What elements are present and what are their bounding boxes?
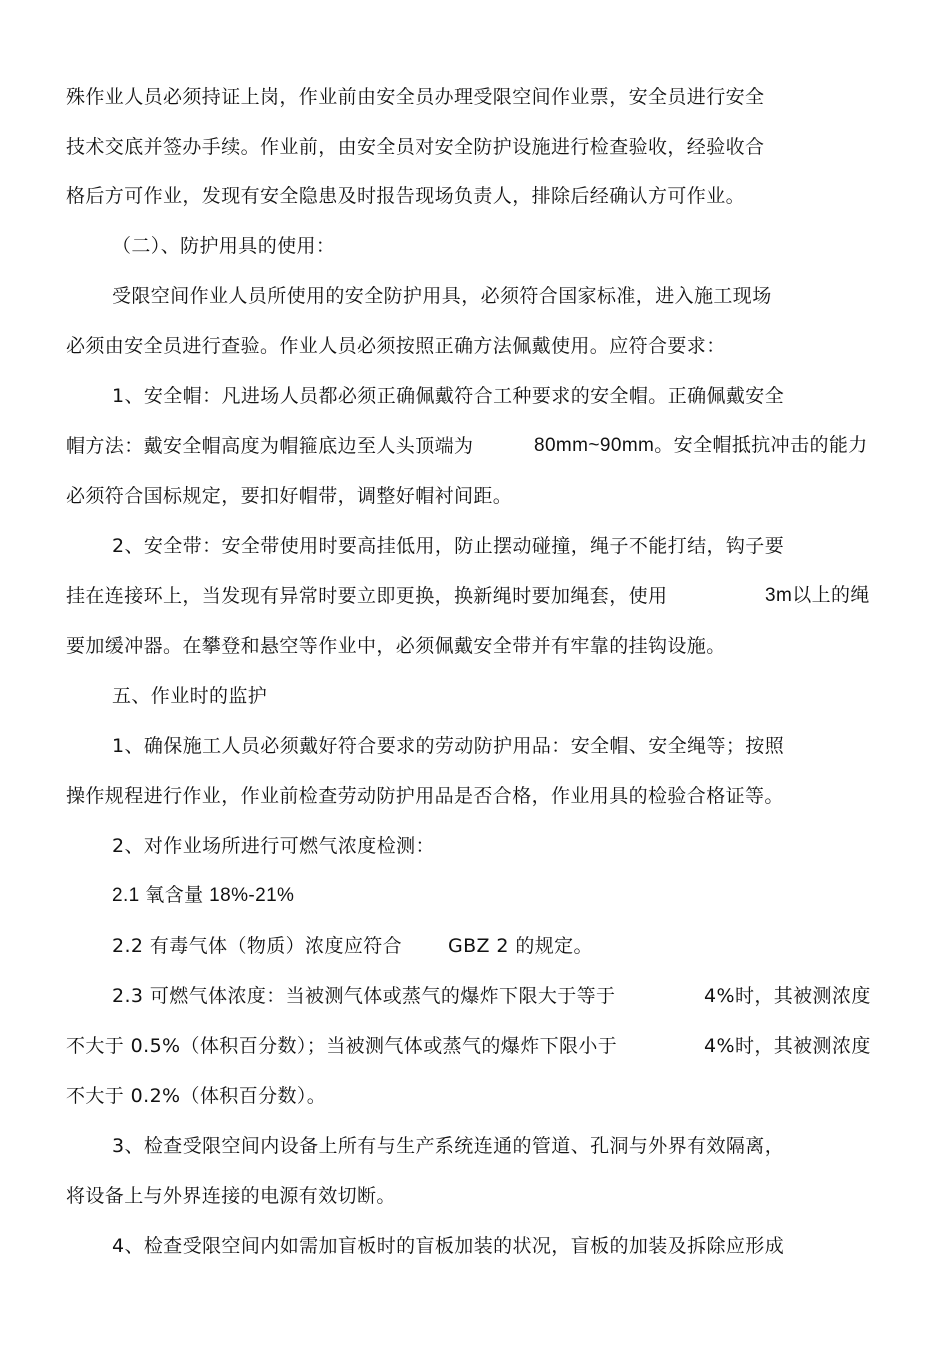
text-line-continuation: 3m以上的绳 [765,585,870,606]
section-heading: 五、作业时的监护 [112,685,268,707]
text-line: 将设备上与外界连接的电源有效切断。 [66,1185,396,1207]
text-line: 殊作业人员必须持证上岗，作业前由安全员办理受限空间作业票，安全员进行安全 [66,86,765,108]
text-line: 操作规程进行作业，作业前检查劳动防护用品是否合格，作业用具的检验合格证等。 [66,785,784,807]
text-line: 帽方法：戴安全帽高度为帽箍底边至人头顶端为 [66,435,474,457]
text-line: 不大于 0.5%（体积百分数）；当被测气体或蒸气的爆炸下限小于 [66,1035,618,1057]
text-line: 不大于 0.2%（体积百分数）。 [66,1085,327,1107]
text-line: 1、确保施工人员必须戴好符合要求的劳动防护用品：安全帽、安全绳等；按照 [112,735,785,757]
text-line-continuation: 4%时，其被测浓度 [704,985,871,1007]
text-line: 受限空间作业人员所使用的安全防护用具，必须符合国家标准，进入施工现场 [112,285,772,307]
text-line: 格后方可作业，发现有安全隐患及时报告现场负责人，排除后经确认方可作业。 [66,185,746,207]
text-line: 2、对作业场所进行可燃气浓度检测： [112,835,435,857]
text-line: 2.2 有毒气体（物质）浓度应符合 [112,935,403,957]
text-line-continuation: 4%时，其被测浓度 [704,1035,871,1057]
text-line: 2.3 可燃气体浓度：当被测气体或蒸气的爆炸下限大于等于 [112,985,616,1007]
text-line: 3、检查受限空间内设备上所有与生产系统连通的管道、孔洞与外界有效隔离， [112,1135,785,1157]
text-line: 必须由安全员进行查验。作业人员必须按照正确方法佩戴使用。应符合要求： [66,335,726,357]
text-line-continuation: GBZ 2 的规定。 [448,935,593,957]
text-line: 2、安全带：安全带使用时要高挂低用，防止摆动碰撞，绳子不能打结，钩子要 [112,535,785,557]
text-line: 技术交底并签办手续。作业前，由安全员对安全防护设施进行检查验收，经验收合 [66,136,765,158]
text-line: 要加缓冲器。在攀登和悬空等作业中，必须佩戴安全带并有牢靠的挂钩设施。 [66,635,726,657]
text-line-continuation: 80mm~90mm。安全帽抵抗冲击的能力 [534,435,868,456]
section-heading: （二）、防护用具的使用： [112,235,336,257]
text-line: 必须符合国标规定，要扣好帽带，调整好帽衬间距。 [66,485,513,507]
text-line: 挂在连接环上，当发现有异常时要立即更换，换新绳时要加绳套，使用 [66,585,668,607]
text-line: 2.1 氧含量 18%-21% [112,885,295,906]
text-line: 1、安全帽：凡进场人员都必须正确佩戴符合工种要求的安全帽。正确佩戴安全 [112,385,785,407]
text-line: 4、检查受限空间内如需加盲板时的盲板加装的状况，盲板的加装及拆除应形成 [112,1235,785,1257]
